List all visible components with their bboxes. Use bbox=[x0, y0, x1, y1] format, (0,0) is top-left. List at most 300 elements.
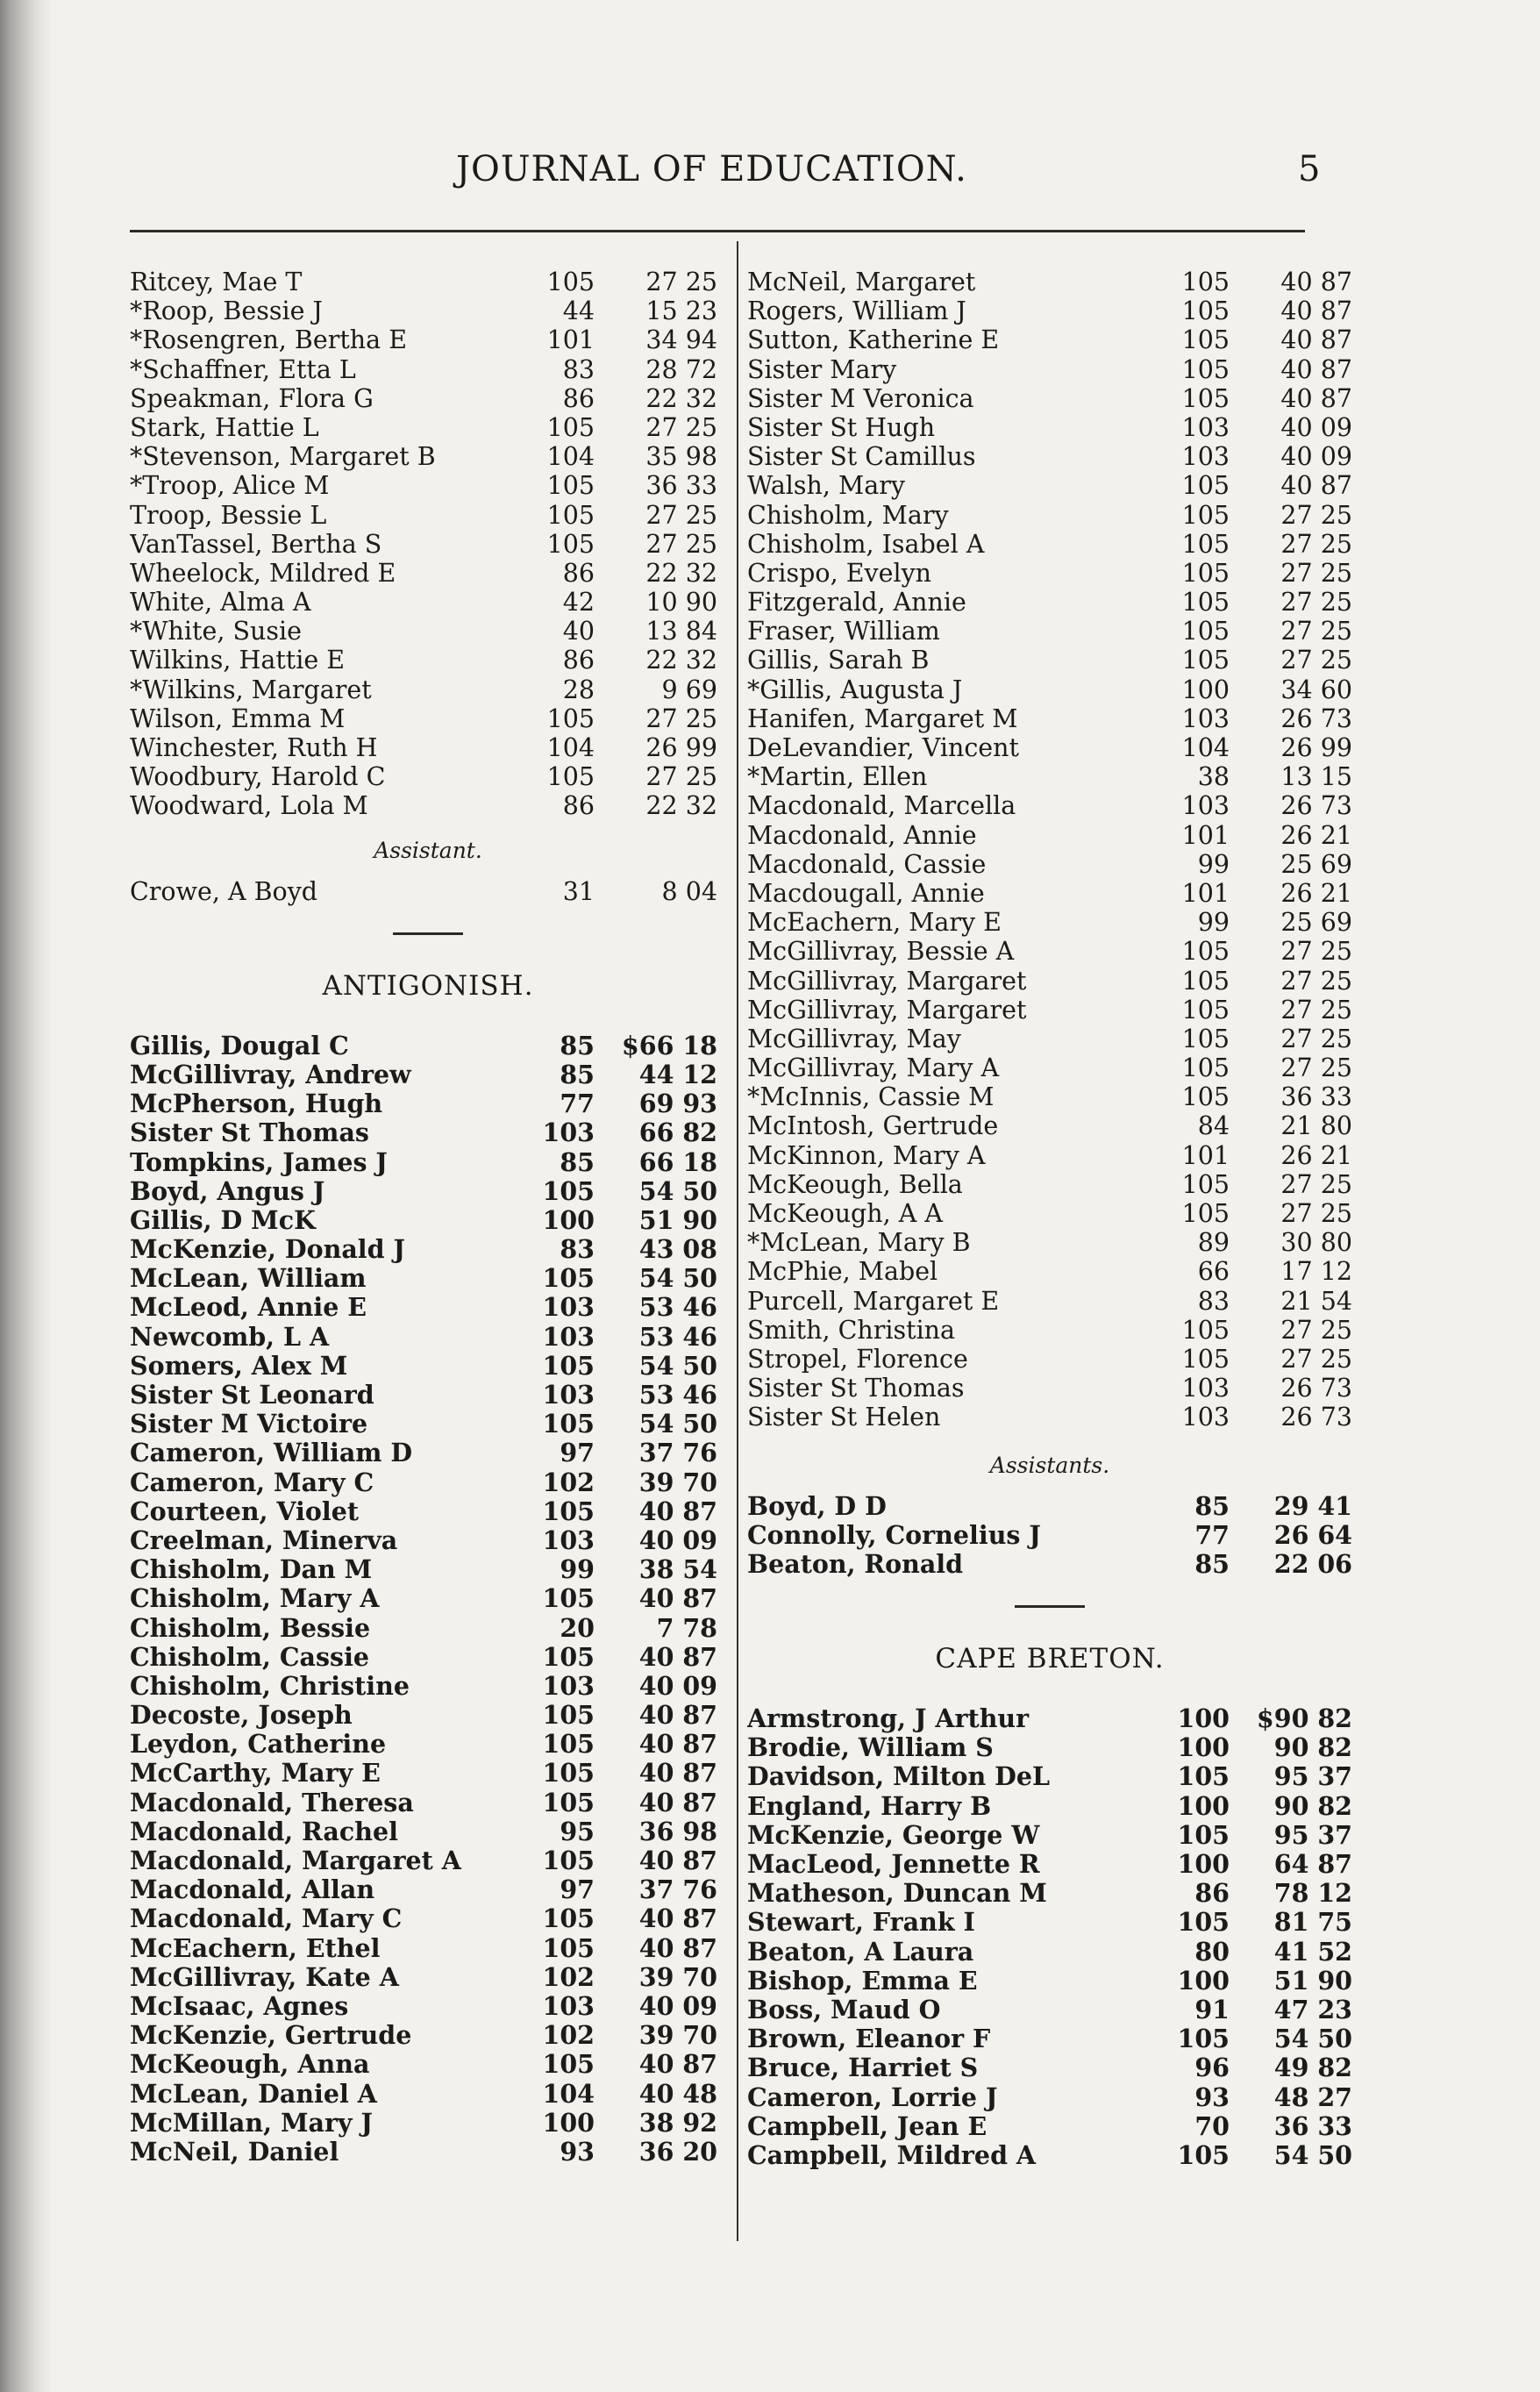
days-taught: 103 bbox=[1181, 412, 1230, 442]
grant-amount: 27 25 bbox=[645, 500, 717, 530]
grant-amount: 26 99 bbox=[1280, 733, 1352, 762]
grant-amount: 40 09 bbox=[638, 1524, 717, 1555]
grant-amount: 36 98 bbox=[638, 1816, 717, 1846]
table-row bbox=[747, 2112, 1352, 2141]
grant-amount: 54 50 bbox=[1273, 2024, 1352, 2054]
grant-amount: 27 25 bbox=[1280, 966, 1352, 996]
grant-amount: 49 82 bbox=[1273, 2053, 1352, 2083]
table-row bbox=[747, 442, 1352, 471]
grant-amount: 40 87 bbox=[638, 1641, 717, 1672]
grant-amount: 44 12 bbox=[638, 1059, 717, 1089]
days-taught: 70 bbox=[1194, 2110, 1230, 2141]
days-taught: 105 bbox=[542, 1787, 595, 1817]
days-taught: 101 bbox=[1181, 878, 1230, 908]
left-list-continued bbox=[130, 268, 726, 821]
teacher-name: Hanifen, Margaret M bbox=[747, 703, 1018, 733]
table-row bbox=[130, 1352, 726, 1381]
grant-amount: 27 25 bbox=[1280, 558, 1352, 588]
days-taught: 105 bbox=[542, 1350, 595, 1381]
table-row bbox=[130, 1817, 726, 1846]
scan-edge-shadow bbox=[0, 0, 53, 2392]
days-taught: 105 bbox=[542, 1409, 595, 1439]
days-taught: 104 bbox=[546, 442, 595, 472]
grant-amount: 90 82 bbox=[1273, 1790, 1352, 1821]
grant-amount: 27 25 bbox=[645, 412, 717, 442]
days-taught: 105 bbox=[1181, 1344, 1230, 1374]
table-row bbox=[747, 2083, 1352, 2112]
days-taught: 105 bbox=[1181, 354, 1230, 384]
teacher-name: Campbell, Jean E bbox=[747, 2111, 987, 2141]
table-row bbox=[747, 791, 1352, 820]
antigonish-list bbox=[130, 1032, 726, 2167]
table-row bbox=[130, 1643, 726, 1672]
days-taught: 86 bbox=[562, 791, 595, 821]
days-taught: 105 bbox=[542, 1641, 595, 1672]
days-taught: 105 bbox=[1181, 1024, 1230, 1053]
table-row bbox=[130, 1789, 726, 1817]
grant-amount: 66 82 bbox=[638, 1117, 717, 1148]
grant-amount: 40 87 bbox=[638, 1700, 717, 1731]
table-row bbox=[747, 1082, 1352, 1111]
grant-amount: 40 09 bbox=[1280, 442, 1352, 472]
grant-amount: 40 87 bbox=[638, 1787, 717, 1817]
teacher-name: Macdonald, Theresa bbox=[130, 1788, 414, 1817]
table-row bbox=[130, 413, 726, 442]
teacher-name: Davidson, Milton DeL bbox=[747, 1762, 1051, 1792]
days-taught: 105 bbox=[542, 1846, 595, 1875]
days-taught: 105 bbox=[1181, 529, 1230, 559]
days-taught: 97 bbox=[560, 1438, 595, 1468]
days-taught: 105 bbox=[1181, 1315, 1230, 1345]
grant-amount: 27 25 bbox=[1280, 646, 1352, 675]
table-row bbox=[747, 821, 1352, 850]
teacher-name: McPherson, Hugh bbox=[130, 1089, 383, 1119]
teacher-name: *McLean, Mary B bbox=[747, 1228, 971, 1258]
days-taught: 105 bbox=[1181, 558, 1230, 588]
grant-amount: 37 76 bbox=[638, 1438, 717, 1468]
days-taught: 100 bbox=[542, 2107, 595, 2138]
table-row bbox=[130, 355, 726, 384]
table-row bbox=[130, 1264, 726, 1293]
table-row bbox=[747, 501, 1352, 530]
table-row bbox=[747, 762, 1352, 791]
grant-amount: 27 25 bbox=[1280, 1344, 1352, 1374]
table-row bbox=[130, 1701, 726, 1730]
teacher-name: Sister St Hugh bbox=[747, 412, 936, 442]
days-taught: 100 bbox=[1177, 1790, 1230, 1821]
teacher-name: Cameron, Mary C bbox=[130, 1467, 374, 1497]
grant-amount: 36 33 bbox=[1273, 2110, 1352, 2141]
teacher-name: Sister Mary bbox=[747, 354, 897, 384]
days-taught: 101 bbox=[1181, 820, 1230, 850]
grant-amount: 40 48 bbox=[638, 2078, 717, 2109]
table-row bbox=[130, 1148, 726, 1177]
table-row bbox=[747, 1374, 1352, 1403]
grant-amount: 36 33 bbox=[1280, 1082, 1352, 1112]
days-taught: 86 bbox=[562, 558, 595, 588]
days-taught: 105 bbox=[1181, 995, 1230, 1025]
teacher-name: McGillivray, Andrew bbox=[130, 1060, 411, 1089]
table-row bbox=[130, 1992, 726, 2021]
teacher-name: Somers, Alex M bbox=[130, 1351, 348, 1381]
teacher-name: McEachern, Ethel bbox=[130, 1933, 381, 1963]
teacher-name: McLeod, Annie E bbox=[130, 1293, 367, 1323]
grant-amount: 9 69 bbox=[661, 675, 717, 704]
table-row bbox=[130, 1060, 726, 1089]
days-taught: 105 bbox=[1181, 966, 1230, 996]
table-row bbox=[747, 937, 1352, 966]
teacher-name: McEachern, Mary E bbox=[747, 908, 1002, 938]
table-row bbox=[747, 675, 1352, 704]
teacher-name: Macdonald, Rachel bbox=[130, 1817, 398, 1846]
table-row bbox=[130, 1904, 726, 1933]
table-row bbox=[747, 1821, 1352, 1850]
grant-amount: 27 25 bbox=[645, 268, 717, 296]
header-rule bbox=[130, 230, 1305, 232]
days-taught: 105 bbox=[1181, 588, 1230, 618]
teacher-name: *Martin, Ellen bbox=[747, 762, 928, 792]
grant-amount: 40 87 bbox=[638, 1496, 717, 1526]
right-column bbox=[747, 268, 1352, 2170]
grant-amount: 26 21 bbox=[1280, 1140, 1352, 1170]
days-taught: 103 bbox=[1181, 1403, 1230, 1432]
teacher-name: McKinnon, Mary A bbox=[747, 1140, 986, 1170]
teacher-name: Speakman, Flora G bbox=[130, 383, 374, 413]
teacher-name: Chisholm, Dan M bbox=[130, 1555, 373, 1585]
assistants-heading: Assistants. bbox=[989, 1452, 1110, 1478]
teacher-name: Smith, Christina bbox=[747, 1315, 956, 1345]
grant-amount: 21 80 bbox=[1280, 1111, 1352, 1141]
table-row bbox=[130, 1584, 726, 1613]
grant-amount: 53 46 bbox=[638, 1321, 717, 1352]
grant-amount: 26 73 bbox=[1280, 791, 1352, 821]
grant-amount: 40 09 bbox=[638, 1670, 717, 1701]
grant-amount: 27 25 bbox=[1280, 529, 1352, 559]
table-row bbox=[130, 1293, 726, 1322]
teacher-name: Stark, Hattie L bbox=[130, 412, 319, 442]
teacher-name: Chisholm, Christine bbox=[130, 1671, 410, 1701]
grant-amount: 13 84 bbox=[645, 617, 717, 646]
grant-amount: 27 25 bbox=[1280, 588, 1352, 618]
days-taught: 105 bbox=[542, 1583, 595, 1614]
teacher-name: McGillivray, Bessie A bbox=[747, 937, 1015, 967]
table-row bbox=[130, 1846, 726, 1875]
days-taught: 105 bbox=[1181, 1082, 1230, 1112]
days-taught: 93 bbox=[560, 2136, 595, 2167]
grant-amount: 27 25 bbox=[1280, 995, 1352, 1025]
table-row bbox=[747, 1111, 1352, 1140]
days-taught: 105 bbox=[546, 762, 595, 792]
teacher-name: Sister St Thomas bbox=[747, 1374, 965, 1403]
table-row bbox=[130, 704, 726, 733]
grant-amount: 7 78 bbox=[656, 1612, 717, 1643]
teacher-name: Stewart, Frank I bbox=[747, 1908, 975, 1938]
grant-amount: 40 87 bbox=[638, 1846, 717, 1875]
days-taught: 97 bbox=[560, 1874, 595, 1905]
teacher-name: *Wilkins, Margaret bbox=[130, 675, 372, 704]
days-taught: 83 bbox=[562, 354, 595, 384]
table-row bbox=[130, 733, 726, 762]
table-row bbox=[130, 296, 726, 325]
teacher-name: Leydon, Catherine bbox=[130, 1730, 387, 1760]
teacher-name: McGillivray, Margaret bbox=[747, 966, 1027, 996]
days-taught: 31 bbox=[562, 876, 595, 906]
teacher-name: Cameron, Lorrie J bbox=[747, 2082, 998, 2112]
table-row bbox=[747, 1550, 1352, 1579]
table-row bbox=[747, 1492, 1352, 1521]
teacher-name: Newcomb, L A bbox=[130, 1322, 330, 1352]
grant-amount: 27 25 bbox=[1280, 937, 1352, 967]
grant-amount: 51 90 bbox=[638, 1204, 717, 1235]
teacher-name: Gillis, D McK bbox=[130, 1205, 316, 1235]
days-taught: 80 bbox=[1194, 1936, 1230, 1967]
assistant-heading: Assistant. bbox=[374, 837, 482, 863]
grant-amount: 95 37 bbox=[1273, 1761, 1352, 1792]
days-taught: 105 bbox=[1177, 1907, 1230, 1938]
teacher-name: McGillivray, May bbox=[747, 1024, 961, 1053]
table-row bbox=[130, 2050, 726, 2079]
days-taught: 105 bbox=[1181, 1169, 1230, 1199]
teacher-name: MacLeod, Jennette R bbox=[747, 1850, 1040, 1879]
days-taught: 40 bbox=[562, 617, 595, 646]
cape-breton-heading: CAPE BRETON. bbox=[935, 1643, 1165, 1675]
teacher-name: *McInnis, Cassie M bbox=[747, 1082, 995, 1112]
teacher-name: Chisholm, Mary A bbox=[130, 1584, 380, 1614]
teacher-name: Macdonald, Cassie bbox=[747, 849, 987, 879]
table-row bbox=[747, 617, 1352, 646]
grant-amount: 51 90 bbox=[1273, 1965, 1352, 1996]
grant-amount: 35 98 bbox=[645, 442, 717, 472]
table-row bbox=[130, 1381, 726, 1410]
table-row bbox=[747, 646, 1352, 675]
table-row bbox=[747, 1345, 1352, 1374]
grant-amount: 8 04 bbox=[661, 876, 717, 906]
grant-amount: 27 25 bbox=[645, 529, 717, 559]
table-row bbox=[747, 1908, 1352, 1937]
teacher-name: White, Alma A bbox=[130, 588, 311, 618]
teacher-name: Macdonald, Mary C bbox=[130, 1904, 403, 1934]
grant-amount: 43 08 bbox=[638, 1234, 717, 1265]
table-row bbox=[130, 1555, 726, 1584]
grant-amount: 40 87 bbox=[1280, 471, 1352, 501]
grant-amount: 22 06 bbox=[1273, 1548, 1352, 1579]
days-taught: 105 bbox=[1181, 937, 1230, 967]
teacher-name: Sister St Helen bbox=[747, 1403, 941, 1432]
table-row bbox=[130, 384, 726, 413]
table-row bbox=[130, 2138, 726, 2167]
teacher-name: Tompkins, James J bbox=[130, 1147, 388, 1177]
table-row bbox=[747, 1141, 1352, 1170]
grant-amount: 27 25 bbox=[1280, 1315, 1352, 1345]
days-taught: 20 bbox=[560, 1612, 595, 1643]
grant-amount: 41 52 bbox=[1273, 1936, 1352, 1967]
table-row bbox=[747, 1850, 1352, 1879]
grant-amount: 34 60 bbox=[1280, 675, 1352, 704]
days-taught: 105 bbox=[1181, 500, 1230, 530]
days-taught: 103 bbox=[542, 1380, 595, 1410]
days-taught: 103 bbox=[1181, 703, 1230, 733]
teacher-name: Campbell, Mildred A bbox=[747, 2140, 1037, 2170]
journal-title: JOURNAL OF EDUCATION. bbox=[456, 149, 967, 189]
grant-amount: 25 69 bbox=[1280, 849, 1352, 879]
table-row bbox=[130, 1963, 726, 1992]
teacher-name: Woodbury, Harold C bbox=[130, 762, 386, 792]
table-row bbox=[747, 1316, 1352, 1345]
teacher-name: Troop, Bessie L bbox=[130, 500, 327, 530]
table-row bbox=[747, 879, 1352, 908]
table-row bbox=[130, 877, 726, 906]
teacher-name: McGillivray, Mary A bbox=[747, 1053, 1000, 1083]
column-divider bbox=[737, 241, 738, 2241]
table-row bbox=[747, 384, 1352, 413]
table-row bbox=[747, 1170, 1352, 1199]
grant-amount: 21 54 bbox=[1280, 1286, 1352, 1316]
teacher-name: Beaton, Ronald bbox=[747, 1549, 964, 1579]
days-taught: 100 bbox=[1177, 1849, 1230, 1879]
teacher-name: Crispo, Evelyn bbox=[747, 558, 932, 588]
days-taught: 105 bbox=[1177, 2139, 1230, 2170]
grant-amount: 40 87 bbox=[1280, 268, 1352, 296]
table-row bbox=[747, 559, 1352, 588]
table-row bbox=[130, 1410, 726, 1439]
table-row bbox=[130, 588, 726, 617]
teacher-name: Brown, Eleanor F bbox=[747, 2024, 991, 2054]
table-row bbox=[747, 733, 1352, 762]
teacher-name: Armstrong, J Arthur bbox=[747, 1704, 1030, 1734]
cape-breton-list bbox=[747, 1704, 1352, 2170]
table-row bbox=[747, 1053, 1352, 1082]
table-row bbox=[747, 1403, 1352, 1432]
teacher-name: Connolly, Cornelius J bbox=[747, 1520, 1041, 1550]
teacher-name: *Troop, Alice M bbox=[130, 471, 330, 501]
grant-amount: 22 32 bbox=[645, 383, 717, 413]
days-taught: 105 bbox=[1181, 268, 1230, 296]
teacher-name: Sister St Camillus bbox=[747, 442, 976, 472]
grant-amount: $90 82 bbox=[1256, 1703, 1352, 1734]
grant-amount: 40 87 bbox=[638, 1932, 717, 1963]
right-list-continued bbox=[747, 268, 1352, 1432]
teacher-name: Sister M Victoire bbox=[130, 1410, 368, 1439]
table-row bbox=[747, 1967, 1352, 1996]
teacher-name: Wilkins, Hattie E bbox=[130, 646, 346, 675]
days-taught: 103 bbox=[1181, 791, 1230, 821]
days-taught: 105 bbox=[546, 268, 595, 296]
days-taught: 105 bbox=[542, 1932, 595, 1963]
days-taught: 103 bbox=[542, 1292, 595, 1323]
table-row bbox=[747, 1762, 1352, 1791]
days-taught: 105 bbox=[1181, 617, 1230, 646]
days-taught: 105 bbox=[1181, 1199, 1230, 1228]
table-row bbox=[747, 355, 1352, 384]
teacher-name: McLean, William bbox=[130, 1264, 367, 1294]
days-taught: 93 bbox=[1194, 2081, 1230, 2112]
teacher-name: Brodie, William S bbox=[747, 1733, 994, 1763]
grant-amount: 25 69 bbox=[1280, 908, 1352, 938]
grant-amount: 29 41 bbox=[1273, 1490, 1352, 1521]
left-column bbox=[130, 268, 726, 2167]
teacher-name: Gillis, Dougal C bbox=[130, 1031, 349, 1060]
days-taught: 85 bbox=[560, 1030, 595, 1060]
grant-amount: 26 73 bbox=[1280, 1374, 1352, 1403]
table-row bbox=[130, 1323, 726, 1352]
table-row bbox=[747, 1938, 1352, 1967]
days-taught: 100 bbox=[1177, 1703, 1230, 1734]
teacher-name: Sutton, Katherine E bbox=[747, 325, 1000, 355]
teacher-name: McKenzie, Donald J bbox=[130, 1235, 405, 1265]
table-row bbox=[747, 1879, 1352, 1908]
table-row bbox=[130, 617, 726, 646]
days-taught: 91 bbox=[1194, 1994, 1230, 2024]
section-rule bbox=[1015, 1605, 1085, 1608]
days-taught: 83 bbox=[1197, 1286, 1230, 1316]
table-row bbox=[130, 2109, 726, 2138]
teacher-name: McCarthy, Mary E bbox=[130, 1759, 381, 1789]
table-row bbox=[747, 530, 1352, 559]
table-row bbox=[747, 325, 1352, 354]
table-row bbox=[747, 296, 1352, 325]
table-row bbox=[130, 1439, 726, 1467]
table-row bbox=[130, 1468, 726, 1497]
grant-amount: 40 87 bbox=[638, 2049, 717, 2080]
grant-amount: 22 32 bbox=[645, 646, 717, 675]
teacher-name: Creelman, Minerva bbox=[130, 1525, 398, 1555]
days-taught: 100 bbox=[1181, 675, 1230, 704]
teacher-name: Beaton, A Laura bbox=[747, 1937, 974, 1967]
days-taught: 103 bbox=[542, 1990, 595, 2021]
teacher-name: McLean, Daniel A bbox=[130, 2079, 377, 2109]
days-taught: 105 bbox=[542, 2049, 595, 2080]
table-row bbox=[130, 791, 726, 820]
table-row bbox=[130, 1526, 726, 1555]
days-taught: 105 bbox=[1177, 1761, 1230, 1792]
days-taught: 105 bbox=[546, 471, 595, 501]
table-row bbox=[747, 2024, 1352, 2053]
table-row bbox=[747, 1199, 1352, 1228]
antigonish-heading: ANTIGONISH. bbox=[322, 969, 534, 1002]
page-number: 5 bbox=[1298, 149, 1321, 189]
grant-amount: 22 32 bbox=[645, 558, 717, 588]
grant-amount: 40 09 bbox=[1280, 412, 1352, 442]
table-row bbox=[130, 1672, 726, 1701]
days-taught: 103 bbox=[542, 1321, 595, 1352]
teacher-name: Rogers, William J bbox=[747, 296, 966, 326]
days-taught: 84 bbox=[1197, 1111, 1230, 1141]
teacher-name: Cameron, William D bbox=[130, 1439, 413, 1468]
days-taught: 38 bbox=[1197, 762, 1230, 792]
teacher-name: Macdonald, Annie bbox=[747, 820, 977, 850]
days-taught: 101 bbox=[546, 325, 595, 355]
grant-amount: 26 73 bbox=[1280, 1403, 1352, 1432]
grant-amount: 27 25 bbox=[645, 703, 717, 733]
days-taught: 100 bbox=[542, 1204, 595, 1235]
teacher-name: Gillis, Sarah B bbox=[747, 646, 930, 675]
days-taught: 86 bbox=[562, 646, 595, 675]
days-taught: 83 bbox=[560, 1234, 595, 1265]
table-row bbox=[130, 2080, 726, 2109]
days-taught: 105 bbox=[1177, 2024, 1230, 2054]
table-row bbox=[747, 1257, 1352, 1286]
table-row bbox=[747, 1996, 1352, 2024]
teacher-name: Chisholm, Isabel A bbox=[747, 529, 985, 559]
teacher-name: Chisholm, Bessie bbox=[130, 1613, 371, 1643]
grant-amount: 40 87 bbox=[1280, 383, 1352, 413]
days-taught: 99 bbox=[1197, 849, 1230, 879]
grant-amount: 38 54 bbox=[638, 1554, 717, 1585]
table-row bbox=[747, 588, 1352, 617]
days-taught: 44 bbox=[562, 296, 595, 326]
teacher-name: Decoste, Joseph bbox=[130, 1701, 353, 1731]
teacher-name: Boss, Maud O bbox=[747, 1995, 941, 2024]
